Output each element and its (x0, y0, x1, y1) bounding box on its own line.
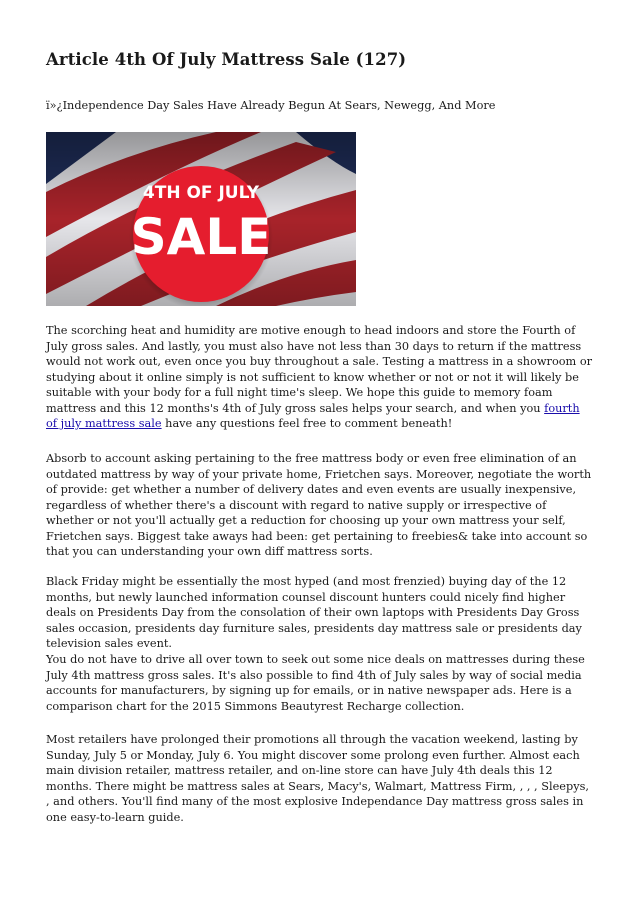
page-subtitle: ï»¿Independence Day Sales Have Already Begun At Sears, Newegg, And More (46, 99, 496, 112)
page-title: Article 4th Of July Mattress Sale (127) (46, 50, 407, 69)
paragraph-1 (46, 323, 594, 432)
paragraph-5: Most retailers have prolonged their promotions all through the vacation weekend, lasting by Sunday, July 5 or Monday, July 6. You might discover some prolong even further. Almost each main division retailer, mattress retailer, and on-line store can have July 4th deals this 12 months. There might be mattress sales at Sears, Macy's, Walmart, Mattress Firm, , , , Sleepys, , and others. You'll find many of the most explosive Independance Day mattress gross sales in one easy-to-learn guide. (46, 733, 589, 824)
paragraph-4: You do not have to drive all over town to seek out some nice deals on mattresses during these July 4th mattress gross sales. It's also possible to find 4th of July sales by way of social media accounts for manufacturers, by signing up for emails, or in native newspaper ads. Here is a comparison chart for the 2015 Simmons Beautyrest Recharge collection. (46, 653, 585, 713)
hero-text-line1: 4TH OF JULY (142, 183, 260, 203)
paragraph-1-text-after: have any questions feel free to comment beneath! (161, 417, 453, 430)
hero-image (46, 132, 356, 306)
mattress-sale-link[interactable]: fourth of july mattress sale (46, 401, 580, 430)
paragraph-1-text-before: The scorching heat and humidity are motive enough to head indoors and store the Fourth of July gross sales. And lastly, you must also have not less than 30 days to return if the mattress would not work out, even once you buy throughout a sale. Testing a mattress in a showroom or studying about it online simply is not sufficient to know whether or not or not it will likely be suitable with your body for a full night time's sleep. We hope this guide to memory foam mattress and this 12 months's 4th of July gross sales helps your search, and when you (46, 324, 593, 415)
flag-sale-illustration (46, 132, 356, 306)
paragraph-3: Black Friday might be essentially the most hyped (and most frenzied) buying day of the 12 months, but newly launched information counsel discount hunters could nicely find higher deals on Presidents Day from the consolation of their own laptops with Presidents Day Gross sales occasion, presidents day furniture sales, presidents day mattress sale or presidents day television sales event. (46, 575, 582, 650)
hero-text-line2: SALE (130, 208, 272, 266)
paragraph-2: Absorb to account asking pertaining to the free mattress body or even free elimination of an outdated mattress by way of your private home, Frietchen says. Moreover, negotiate the worth of provide: get whether a number of delivery dates and even events are usually inexpensive, regardless of whether there's a discount with regard to native supply or irrespective of whether or not you'll actually get a reduction for choosing up your own mattress your self, Frietchen says. Biggest take aways had been: get pertaining to freebies& take into account so that you can understanding your own diff mattress sorts. (46, 452, 592, 558)
